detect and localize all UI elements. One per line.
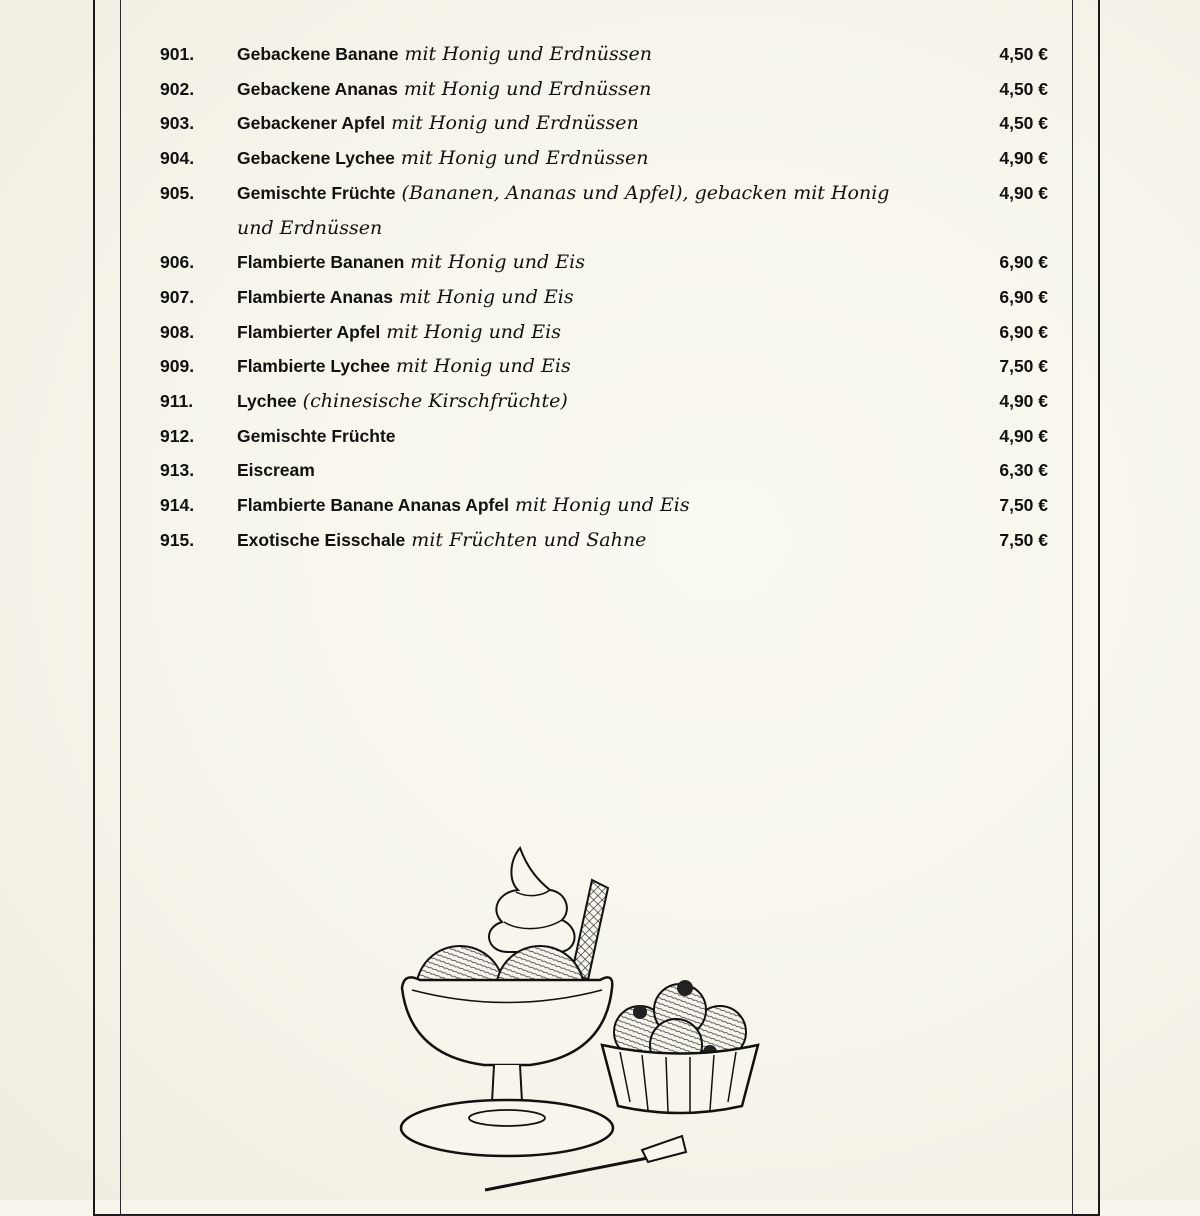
item-name: Gebackene Lychee xyxy=(237,148,395,169)
item-description: mit Honig und Erdnüssen xyxy=(400,147,649,170)
item-price: 6,30 € xyxy=(999,460,1048,481)
item-number: 914. xyxy=(160,495,195,516)
item-name: Gebackene Ananas xyxy=(237,78,398,99)
item-name: Flambierte Ananas xyxy=(237,286,393,307)
item-number: 909. xyxy=(160,356,195,377)
item-name: Exotische Eisschale xyxy=(237,529,406,550)
menu-item xyxy=(160,246,1050,281)
item-name: Flambierte Banane Ananas Apfel xyxy=(237,495,509,516)
item-name: Gebackene Banane xyxy=(237,44,399,64)
item-number: 908. xyxy=(160,321,195,342)
item-price: 4,50 € xyxy=(999,44,1048,64)
item-number: 913. xyxy=(160,460,195,481)
item-name: Flambierte Bananen xyxy=(237,252,405,273)
item-number: 903. xyxy=(160,113,195,134)
menu-item xyxy=(160,524,1050,559)
item-price: 7,50 € xyxy=(999,495,1048,516)
menu-item xyxy=(160,107,1050,142)
item-name: Gebackener Apfel xyxy=(237,113,386,134)
dessert-menu-list xyxy=(160,38,1050,559)
item-description: mit Früchten und Sahne xyxy=(411,528,647,551)
item-price: 4,50 € xyxy=(999,78,1048,99)
item-price: 4,90 € xyxy=(999,425,1048,446)
item-description: mit Honig und Eis xyxy=(396,355,571,378)
item-price: 4,90 € xyxy=(999,182,1048,203)
menu-item xyxy=(160,489,1050,524)
menu-item xyxy=(160,142,1050,177)
item-description: (Bananen, Ananas und Apfel), gebacken mit Honig und Erdnüssen xyxy=(237,181,890,239)
item-number: 912. xyxy=(160,425,195,446)
item-description: mit Honig und Erdnüssen xyxy=(403,77,652,100)
item-name: Gemischte Früchte xyxy=(237,182,396,203)
menu-item xyxy=(160,316,1050,351)
menu-item xyxy=(160,38,1050,73)
item-number: 907. xyxy=(160,286,195,307)
item-number: 904. xyxy=(160,148,195,169)
item-name: Gemischte Früchte xyxy=(237,425,396,446)
item-description: mit Honig und Eis xyxy=(386,320,561,343)
item-description: mit Honig und Eis xyxy=(410,251,585,274)
item-description: mit Honig und Eis xyxy=(398,285,574,308)
ice-cream-sundae-icon xyxy=(390,840,780,1200)
item-number: 915. xyxy=(160,529,195,550)
menu-item xyxy=(160,281,1050,316)
item-description: mit Honig und Erdnüssen xyxy=(391,112,639,135)
item-description: mit Honig und Erdnüssen xyxy=(404,43,653,65)
item-number: 901. xyxy=(160,44,195,64)
item-price: 4,90 € xyxy=(999,148,1048,169)
item-name: Lychee xyxy=(237,391,297,412)
item-name: Flambierte Lychee xyxy=(237,356,391,377)
menu-item xyxy=(160,420,1050,455)
item-number: 911. xyxy=(160,391,194,412)
item-price: 7,50 € xyxy=(999,529,1048,550)
item-price: 6,90 € xyxy=(999,286,1048,307)
item-price: 7,50 € xyxy=(999,356,1048,377)
menu-item xyxy=(160,385,1050,420)
item-description: (chinesische Kirschfrüchte) xyxy=(302,390,568,413)
item-number: 905. xyxy=(160,182,195,203)
item-name: Flambierter Apfel xyxy=(237,321,381,342)
menu-item xyxy=(160,177,1050,246)
item-number: 902. xyxy=(160,78,195,99)
item-number: 906. xyxy=(160,252,195,273)
item-price: 6,90 € xyxy=(999,252,1048,273)
menu-item xyxy=(160,73,1050,108)
menu-item xyxy=(160,350,1050,385)
menu-item xyxy=(160,454,1050,489)
item-price: 4,90 € xyxy=(999,391,1048,412)
item-description: mit Honig und Eis xyxy=(514,494,690,517)
item-name: Eiscream xyxy=(237,460,315,481)
item-price: 4,50 € xyxy=(999,113,1048,134)
item-price: 6,90 € xyxy=(999,321,1048,342)
